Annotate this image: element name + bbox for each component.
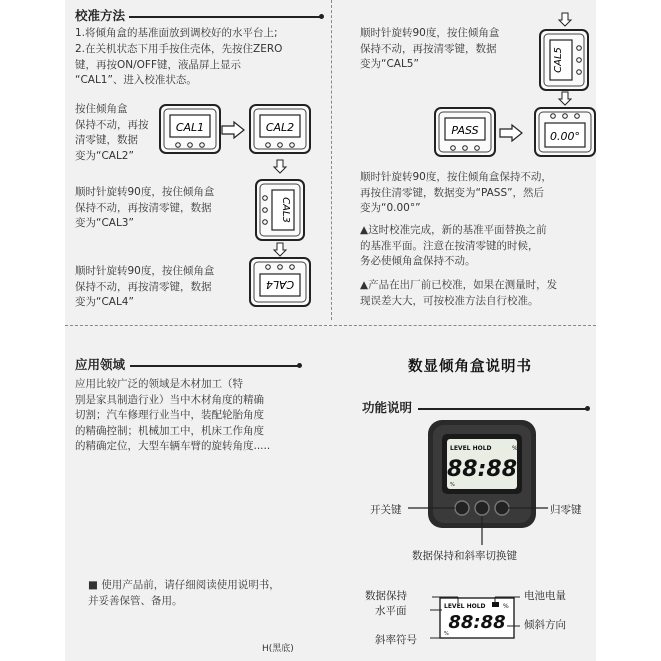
device-cal4 — [250, 258, 310, 306]
calibration-cal2-text: 按住倾角盒 保持不动，再按 清零键，数据 变为“CAL2” — [75, 103, 149, 162]
lcd-label-direction: 倾斜方向 — [524, 619, 566, 631]
hold-button — [475, 501, 489, 515]
calibration-cal4-text: 顺时针旋转90度，按住倾角盒 保持不动，再按清零键，数据 变为“CAL4” — [75, 265, 215, 308]
calibration-heading: 校准方法 — [75, 8, 126, 23]
device-percent: % — [512, 445, 518, 452]
zero-key-label: 归零键 — [550, 504, 582, 516]
arrow-down-4 — [559, 92, 571, 105]
manual-title: 数显倾角盒说明书 — [408, 359, 532, 375]
device-zero — [535, 108, 595, 156]
screen-cal5: CAL5 — [553, 47, 564, 73]
power-key-label: 开关键 — [370, 504, 402, 516]
device-cal3 — [256, 180, 304, 240]
footer-code: H(黑底) — [262, 644, 294, 654]
calibration-cal5-text: 顺时针旋转90度，按住倾角盒 保持不动，再按清零键，数据 变为“CAL5” — [360, 27, 500, 70]
arrow-down-1 — [274, 160, 286, 173]
calibration-step-2: 2.在关机状态下用手按住壳体，先按住ZERO 键，再按ON/OFF键，液晶屏上显示 “CAL1”、进入校准状态。 — [75, 43, 283, 86]
calibration-pass-text: 顺时针旋转90度，按住倾角盒保持不动， 再按住清零键，数据变为“PASS”，然后 变为“0.00°” — [360, 171, 552, 214]
screen-cal1: CAL1 — [175, 121, 205, 134]
device-cal1 — [160, 105, 220, 153]
usage-notice: ■ 使用产品前，请仔细阅读使用说明书， 并妥善保管、备用。 — [88, 579, 280, 607]
calibration-cal3-text: 顺时针旋转90度，按住倾角盒 保持不动，再按清零键，数据 变为“CAL3” — [75, 186, 215, 229]
arrow-down-2 — [274, 243, 286, 256]
lcd-label-battery: 电池电量 — [524, 590, 566, 602]
hold-key-label: 数据保持和斜率切换键 — [412, 550, 517, 562]
screen-cal2: CAL2 — [265, 121, 295, 134]
function-heading: 功能说明 — [362, 400, 413, 415]
lcd-label-level: 水平面 — [375, 605, 407, 617]
power-button — [455, 501, 469, 515]
application-heading: 应用领域 — [75, 357, 126, 372]
svg-text:%: % — [444, 631, 449, 637]
calibration-complete-note: ▲这时校准完成，新的基准平面替换之前 的基准平面。注意在按清零键的时候， 务必使倾角盒保持不动。 — [360, 224, 547, 267]
screen-cal4: CAL4 — [265, 278, 295, 291]
device-cal5 — [540, 30, 588, 90]
device-cal2 — [250, 105, 310, 153]
device-digits: 88:88 — [446, 457, 518, 482]
calibration-factory-note: ▲产品在出厂前已校准，如果在测量时，发 现误差大大，可按校准方法自行校准。 — [360, 279, 558, 307]
lcd-percent: % — [503, 603, 509, 610]
arrow-down-3 — [559, 13, 571, 26]
screen-cal3: CAL3 — [280, 197, 291, 223]
lcd-digits: 88:88 — [448, 612, 506, 633]
lcd-diagram — [440, 598, 514, 638]
lcd-label-slope: 斜率符号 — [375, 634, 417, 646]
arrow-right-1 — [222, 122, 244, 138]
lcd-label-hold: 数据保持 — [365, 590, 407, 602]
calibration-step-1: 1.将倾角盒的基准面放到调校好的水平台上; — [75, 27, 278, 39]
arrow-right-2 — [500, 125, 522, 141]
device-pass — [435, 108, 495, 156]
screen-zero: 0.00° — [550, 130, 580, 143]
main-device — [428, 420, 536, 528]
screen-pass: PASS — [451, 124, 479, 137]
lcd-level-hold: LEVEL HOLD — [444, 603, 486, 610]
svg-text:%: % — [450, 482, 455, 488]
device-level-hold: LEVEL HOLD — [450, 445, 492, 452]
application-body: 应用比较广泛的领域是木材加工（特 别是家具制造行业）当中木材角度的精确 切割；汽车修理行业当中，装配轮胎角度 的精确控制；机械加工中，机床工作角度 的精确定位，大型车辆车臂的旋转角度..... — [75, 378, 271, 452]
